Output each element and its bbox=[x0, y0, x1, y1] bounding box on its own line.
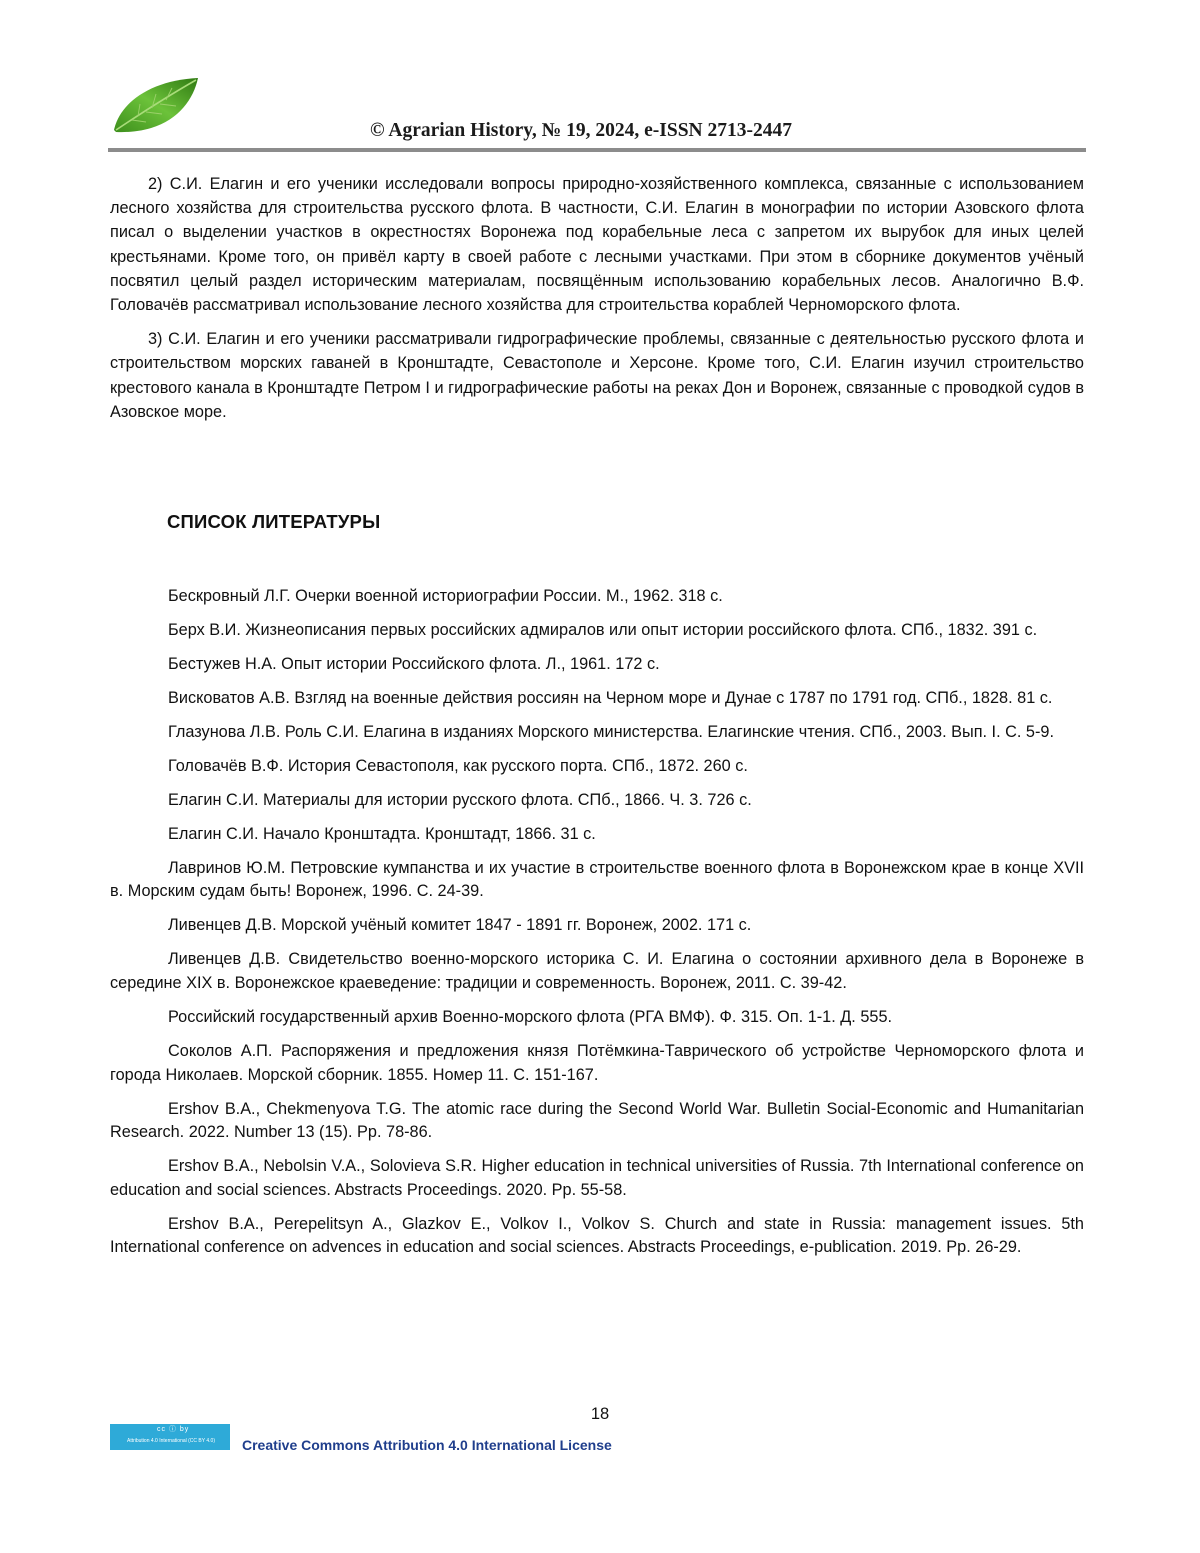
license-link[interactable]: Creative Commons Attribution 4.0 International License bbox=[242, 1437, 612, 1453]
reference-item: Бескровный Л.Г. Очерки военной историографии России. М., 1962. 318 с. bbox=[168, 587, 723, 605]
reference-item: Лавринов Ю.М. Петровские кумпанства и их участие в строительстве военного флота в Воронежском крае в конце XVII в. Морским судам быть! Воронеж, 1996. С. 24-39. bbox=[110, 858, 1084, 901]
header-divider bbox=[108, 148, 1086, 152]
green-leaf-icon bbox=[110, 76, 202, 136]
reference-item: Ershov B.A., Chekmenyova T.G. The atomic race during the Second World War. Bulletin Social-Economic and Humanitarian Research. 2022. Number 13 (15). Pp. 78-86. bbox=[110, 1099, 1084, 1142]
page-number: 18 bbox=[590, 1405, 610, 1423]
reference-item: Глазунова Л.В. Роль С.И. Елагина в изданиях Морского министерства. Елагинские чтения. СПб., 2003. Вып. I. С. 5-9. bbox=[168, 722, 1054, 741]
page-header bbox=[108, 72, 1086, 152]
reference-item: Висковатов А.В. Взгляд на военные действия россиян на Черном море и Дунае с 1787 по 1791 год. СПб., 1828. 81 с. bbox=[168, 688, 1053, 707]
reference-item: Елагин С.И. Материалы для истории русского флота. СПб., 1866. Ч. 3. 726 с. bbox=[168, 790, 752, 809]
references-list bbox=[110, 585, 1084, 1270]
reference-item: Российский государственный архив Военно-морского флота (РГА ВМФ). Ф. 315. Оп. 1-1. Д. 555. bbox=[168, 1008, 893, 1027]
cc-by-icon: cc ⓘ by bbox=[157, 1426, 190, 1433]
journal-title: © Agrarian History, № 19, 2024, e-ISSN 2713-2447 bbox=[370, 120, 792, 141]
reference-item: Бестужев Н.А. Опыт истории Российского флота. Л., 1961. 172 с. bbox=[168, 654, 660, 673]
references-heading: СПИСОК ЛИТЕРАТУРЫ bbox=[167, 511, 381, 532]
reference-item: Ливенцев Д.В. Морской учёный комитет 1847 - 1891 гг. Воронеж, 2002. 171 с. bbox=[168, 916, 752, 935]
reference-item: Ливенцев Д.В. Свидетельство военно-морского историка С. И. Елагина о состоянии архивного дела в Воронеже в середине XIX в. Воронежское краеведение: традиции и современность. Воронеж, 2011. С. 39-42. bbox=[110, 950, 1084, 993]
reference-item: Ershov B.A., Perepelitsyn A., Glazkov E., Volkov I., Volkov S. Church and state in Russia: management issues. 5th International conference on advences in education and social sciences. Abstracts Proceedings, e-publication. 2019. Pp. 26-29. bbox=[110, 1214, 1084, 1257]
reference-item: Берх В.И. Жизнеописания первых российских адмиралов или опыт истории российского флота. СПб., 1832. 391 с. bbox=[168, 620, 1038, 639]
body-paragraph: 2) С.И. Елагин и его ученики исследовали вопросы природно-хозяйственного комплекса, связанные с использованием лесного хозяйства для строительства русского флота. В частности, С.И. Елагин в монографии по истории Азовского флота писал о выделении участков в окрестностях Воронежа под корабельные леса с запретом их вырубок для иных целей крестьянами. Кроме того, он привёл карту в своей работе с лесными участками. При этом в сборнике документов учёный посвятил целый раздел историческим материалам, посвящённым использованию корабельных лесов. Аналогично В.Ф. Головачёв рассматривал использование лесного хозяйства для строительства кораблей Черноморского флота. bbox=[110, 175, 1084, 315]
body-text bbox=[110, 172, 1084, 434]
cc-badge-text: Attribution 4.0 International (CC BY 4.0) bbox=[126, 1438, 215, 1444]
reference-item: Елагин С.И. Начало Кронштадта. Кронштадт, 1866. 31 с. bbox=[168, 824, 596, 843]
body-paragraph: 3) С.И. Елагин и его ученики рассматривали гидрографические проблемы, связанные с деятельностью русского флота и строительством морских гаваней в Кронштадте, Севастополе и Херсоне. Кроме того, С.И. Елагин изучил строительство крестового канала в Кронштадте Петром I и гидрографические работы на реках Дон и Воронеж, связанные с проводкой судов в Азовское море. bbox=[110, 330, 1084, 421]
reference-item: Ershov B.A., Nebolsin V.A., Solovieva S.R. Higher education in technical universities of Russia. 7th International conference on education and social sciences. Abstracts Proceedings. 2020. Pp. 55-58. bbox=[110, 1157, 1084, 1199]
reference-item: Соколов А.П. Распоряжения и предложения князя Потёмкина-Таврического об устройстве Черноморского флота и города Николаев. Морской сборник. 1855. Номер 11. С. 151-167. bbox=[110, 1042, 1084, 1084]
cc-license-badge[interactable] bbox=[110, 1424, 230, 1450]
reference-item: Головачёв В.Ф. История Севастополя, как русского порта. СПб., 1872. 260 с. bbox=[168, 756, 748, 775]
